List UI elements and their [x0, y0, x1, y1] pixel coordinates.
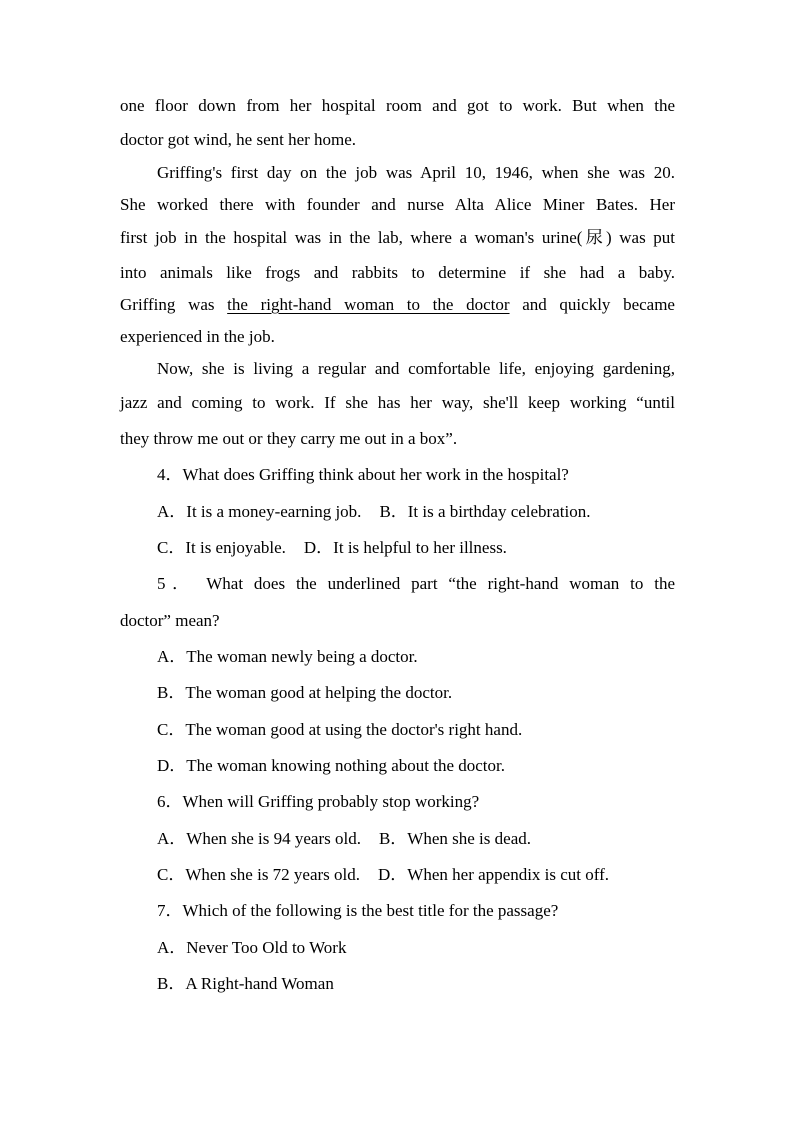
question-6-option-a: A．When she is 94 years old.: [157, 829, 361, 848]
passage-p2-line3: first job in the hospital was in the lab, where a woman's urine(尿) was put: [120, 228, 675, 247]
passage-p2-line1: Griffing's first day on the job was April 10, 1946, when she was 20.: [157, 163, 675, 182]
question-5-stem-line1: 5． What does the underlined part “the right-hand woman to the: [157, 574, 675, 593]
passage-p2-line5-post: and quickly became: [509, 295, 675, 314]
passage-p2-line5-pre: Griffing was: [120, 295, 228, 314]
question-7-option-b: B．A Right-hand Woman: [157, 974, 334, 993]
question-5-option-a: A．The woman newly being a doctor.: [157, 647, 418, 666]
question-4-option-c: C．It is enjoyable.: [157, 538, 286, 557]
question-5-option-d: D．The woman knowing nothing about the doctor.: [157, 756, 505, 775]
question-5-stem-line2: doctor” mean?: [120, 611, 220, 630]
question-6-option-b: B．When she is dead.: [378, 829, 531, 848]
passage-p1-line2: doctor got wind, he sent her home.: [120, 130, 357, 149]
passage-p3-line2: jazz and coming to work. If she has her way, she'll keep working “until: [120, 393, 675, 412]
question-6-option-c: C．When she is 72 years old.: [157, 865, 361, 884]
passage-p3-line3: they throw me out or they carry me out in a box”.: [120, 429, 458, 448]
passage-p2-line4: into animals like frogs and rabbits to determine if she had a baby.: [120, 263, 675, 282]
question-4-stem: 4．What does Griffing think about her work in the hospital?: [157, 465, 569, 484]
question-7-stem: 7．Which of the following is the best title for the passage?: [157, 901, 559, 920]
question-5-option-c: C．The woman good at using the doctor's right hand.: [157, 720, 523, 739]
question-6-stem: 6．When will Griffing probably stop working?: [157, 792, 480, 811]
question-4-options-cd: [157, 538, 675, 558]
question-4-options-ab: [157, 502, 675, 522]
question-6-options-ab: [157, 829, 675, 849]
passage-p2-line5: [120, 295, 675, 315]
passage-p3-line1: Now, she is living a regular and comfortable life, enjoying gardening,: [157, 359, 675, 378]
passage-p1-line1: one floor down from her hospital room and got to work. But when the: [120, 96, 675, 115]
question-6-options-cd: [157, 865, 675, 885]
underlined-phrase: the right-hand woman to the doctor: [227, 295, 510, 314]
question-4-option-b: B．It is a birthday celebration.: [379, 502, 591, 521]
question-5-option-b: B．The woman good at helping the doctor.: [157, 683, 453, 702]
question-4-option-a: A．It is a money-earning job.: [157, 502, 362, 521]
passage-p2-line2: She worked there with founder and nurse Alta Alice Miner Bates. Her: [120, 195, 675, 214]
question-6-option-d: D．When her appendix is cut off.: [378, 865, 610, 884]
question-4-option-d: D．It is helpful to her illness.: [303, 538, 507, 557]
question-7-option-a: A．Never Too Old to Work: [157, 938, 347, 957]
passage-p2-line6: experienced in the job.: [120, 327, 275, 346]
